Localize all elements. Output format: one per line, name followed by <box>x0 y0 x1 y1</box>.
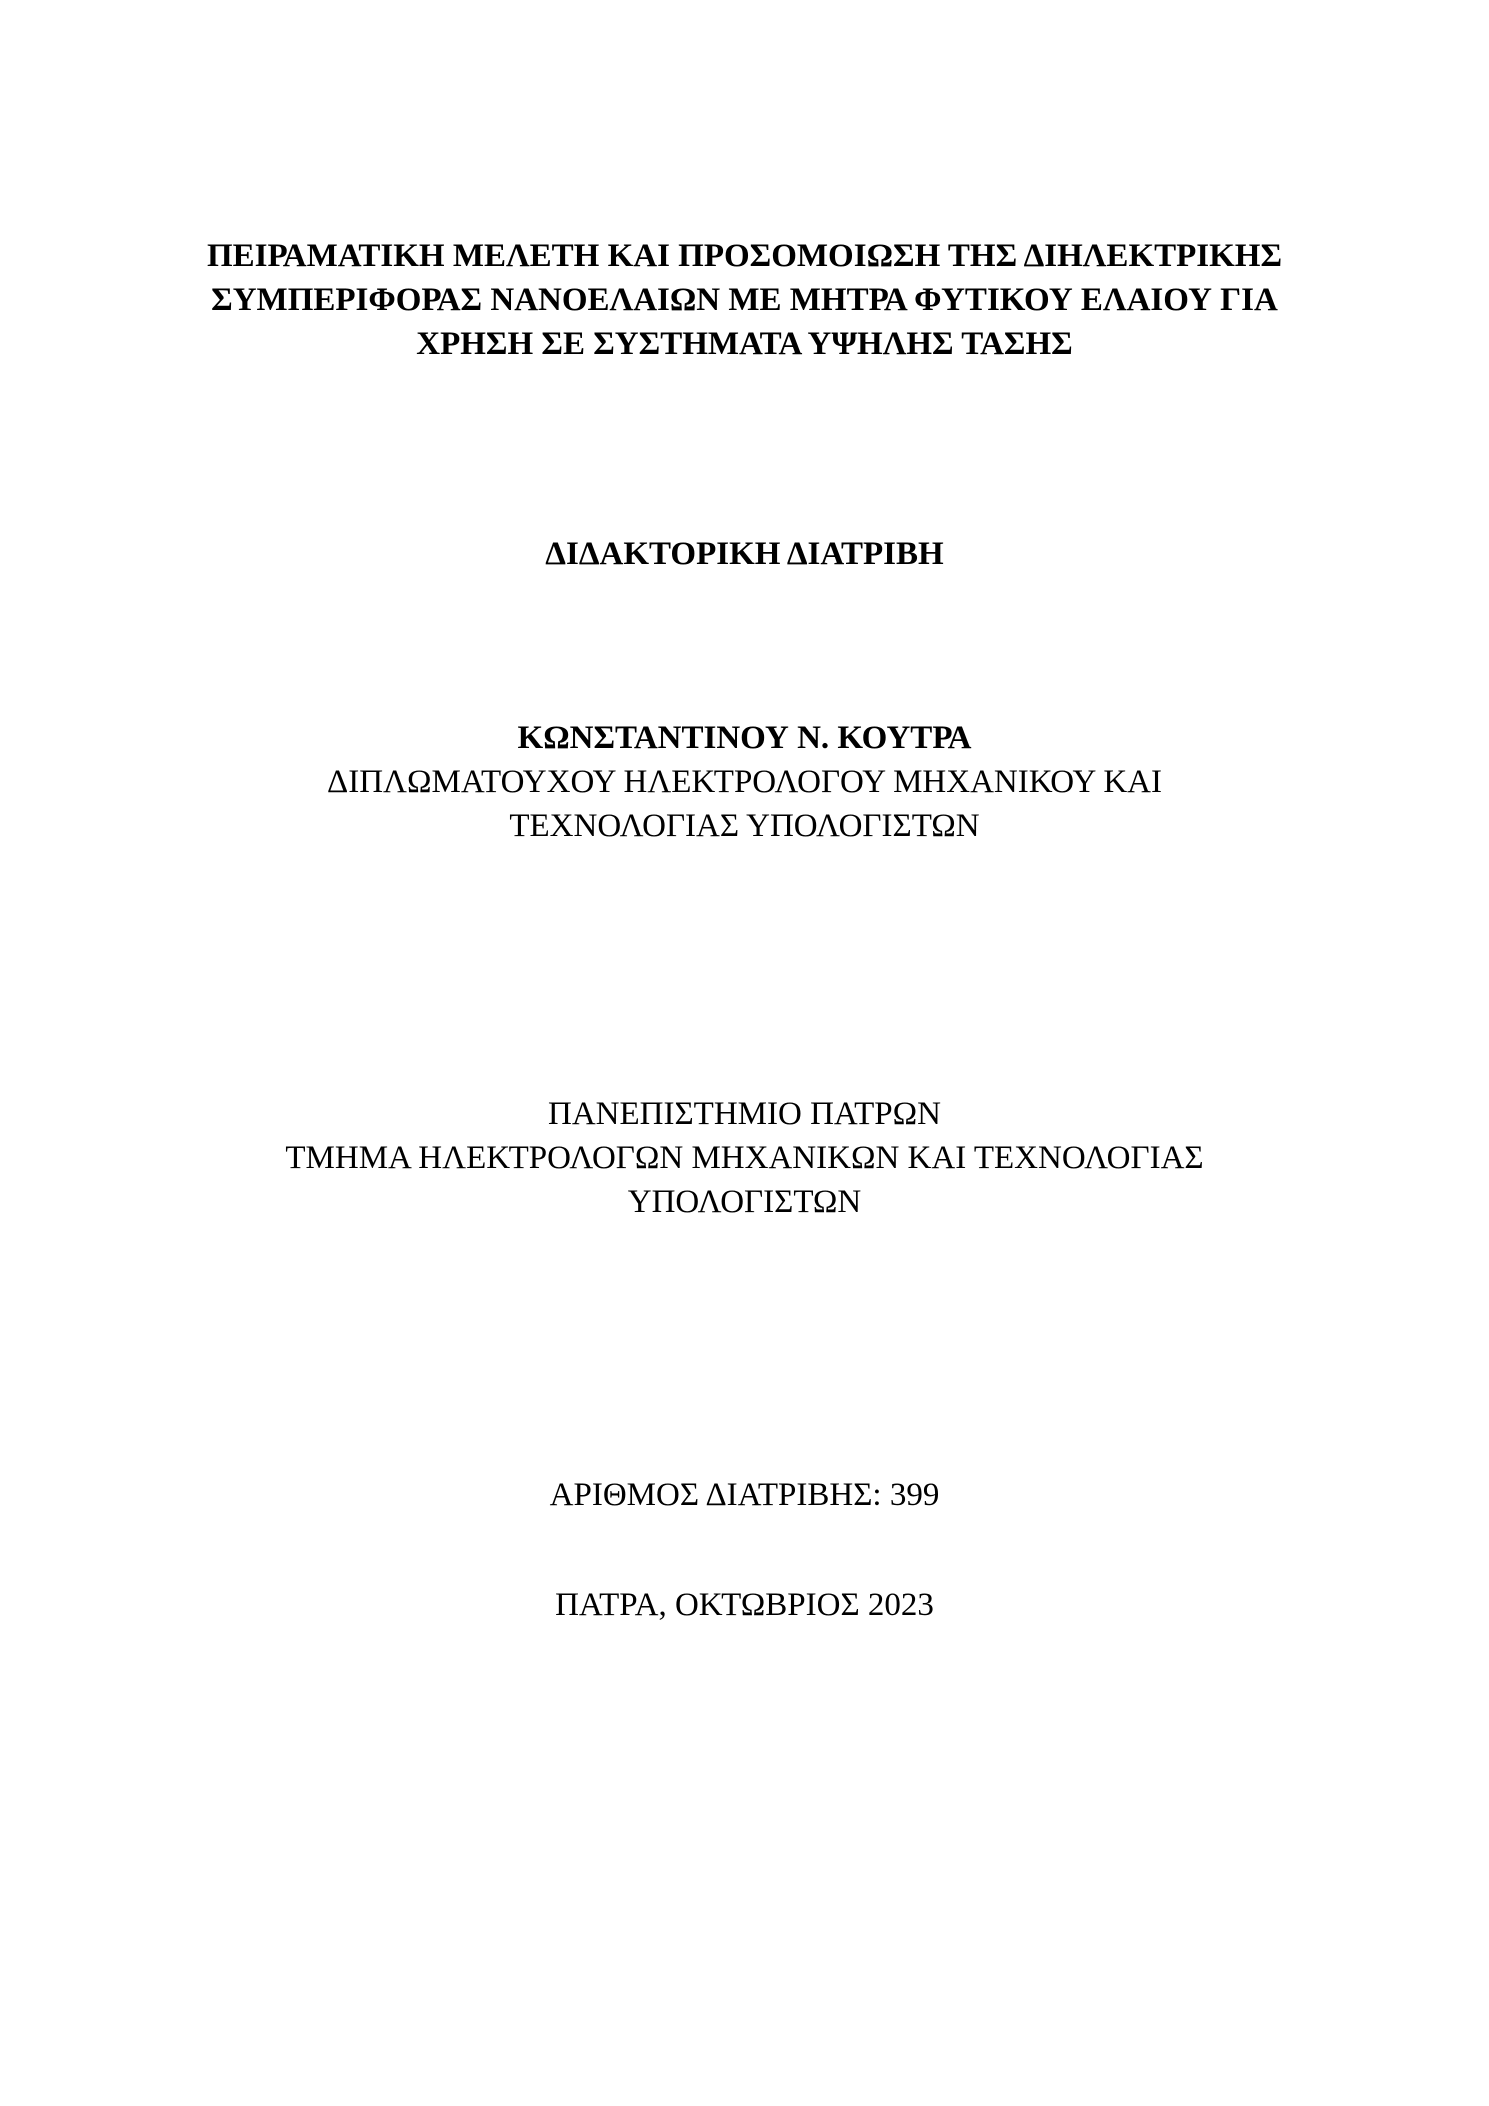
author-credentials-line-1: ΔΙΠΛΩΜΑΤΟΥΧΟΥ ΗΛΕΚΤΡΟΛΟΓΟΥ ΜΗΧΑΝΙΚΟΥ ΚΑΙ <box>326 764 1162 800</box>
thesis-title <box>0 234 1489 366</box>
place-date-text: ΠΑΤΡΑ, ΟΚΤΩΒΡΙΟΣ 2023 <box>555 1587 934 1623</box>
thesis-number-text: ΑΡΙΘΜΟΣ ΔΙΑΤΡΙΒΗΣ: 399 <box>549 1477 940 1513</box>
degree-label: ΔΙΔΑΚΤΟΡΙΚΗ ΔΙΑΤΡΙΒΗ <box>545 536 944 572</box>
department-line-2: ΥΠΟΛΟΓΙΣΤΩΝ <box>627 1184 862 1220</box>
author-section <box>0 716 1489 848</box>
university-name: ΠΑΝΕΠΙΣΤΗΜΙΟ ΠΑΤΡΩΝ <box>548 1096 941 1132</box>
institution-section <box>0 1092 1489 1224</box>
thesis-number <box>0 1473 1489 1517</box>
thesis-title-line-1: ΠΕΙΡΑΜΑΤΙΚΗ ΜΕΛΕΤΗ ΚΑΙ ΠΡΟΣΟΜΟΙΩΣΗ ΤΗΣ ΔΙΗΛΕΚΤΡΙΚΗΣ <box>206 238 1283 274</box>
thesis-title-line-3: ΧΡΗΣΗ ΣΕ ΣΥΣΤΗΜΑΤΑ ΥΨΗΛΗΣ ΤΑΣΗΣ <box>416 326 1073 362</box>
thesis-title-line-2: ΣΥΜΠΕΡΙΦΟΡΑΣ ΝΑΝΟΕΛΑΙΩΝ ΜΕ ΜΗΤΡΑ ΦΥΤΙΚΟΥ ΕΛΑΙΟΥ ΓΙΑ <box>211 282 1278 318</box>
author-credentials-line-2: ΤΕΧΝΟΛΟΓΙΑΣ ΥΠΟΛΟΓΙΣΤΩΝ <box>509 808 980 844</box>
department-line-1: ΤΜΗΜΑ ΗΛΕΚΤΡΟΛΟΓΩΝ ΜΗΧΑΝΙΚΩΝ ΚΑΙ ΤΕΧΝΟΛΟΓΙΑΣ <box>285 1140 1204 1176</box>
degree-type <box>0 532 1489 576</box>
place-date <box>0 1583 1489 1627</box>
author-name: ΚΩΝΣΤΑΝΤΙΝΟΥ Ν. ΚΟΥΤΡΑ <box>517 720 972 756</box>
